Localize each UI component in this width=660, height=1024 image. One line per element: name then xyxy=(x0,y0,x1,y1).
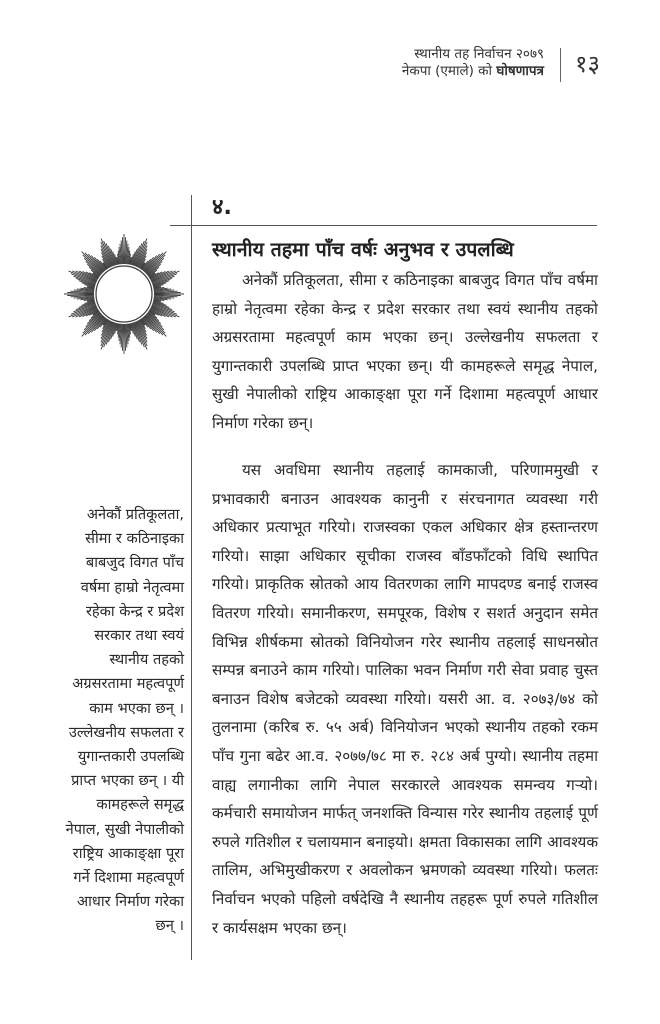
running-head-subtitle xyxy=(402,63,544,80)
chapter-title: स्थानीय तहमा पाँच वर्षः अनुभव र उपलब्धि xyxy=(212,238,514,261)
running-head-manifesto: घोषणापत्र xyxy=(496,63,544,79)
paragraph-text: यस अवधिमा स्थानीय तहलाई कामकाजी, परिणाममुखी र प्रभावकारी बनाउन आवश्यक कानुनी र संरचनागत व्यवस्था गरी अधिकार प्रत्याभूत गरियो। राजस्वका एकल अधिकार क्षेत्र हस्तान्तरण गरियो। साझा अधिकार सूचीका राजस्व बाँडफाँटको विधि स्थापित गरियो। प्राकृतिक स्रोतको आय वितरणका लागि मापदण्ड बनाई राजस्व वितरण गरियो। समानीकरण, समपूरक, विशेष र सशर्त अनुदान समेत विभिन्न शीर्षकमा स्रोतको विनियोजन गरेर स्थानीय तहलाई साधनस्रोत सम्पन्न बनाउने काम गरियो। पालिका भवन निर्माण गरी सेवा प्रवाह चुस्त बनाउन विशेष बजेटको व्यवस्था गरियो। यसरी आ. व. २०७३/७४ को तुलनामा (करिब रु. ५५ अर्ब) विनियोजन भएको स्थानीय तहको रकम पाँच गुना बढेर आ.व. २०७७/७८ मा रु. २८४ अर्ब पुग्यो। स्थानीय तहमा वाह्य लगानीका लागि नेपाल सरकारले आवश्यक समन्वय गर्‍यो। कर्मचारी समायोजन मार्फत् जनशक्ति विन्यास गरेर स्थानीय तहलाई पूर्ण रुपले गतिशील र चलायमान बनाइयो। क्षमता विकासका लागि आवश्यक तालिम, अभिमुखीकरण र अवलोकन भ्रमणको व्यवस्था गरियो। फलतः निर्वाचन भएको पहिलो वर्षदेखि नै स्थानीय तहहरू पूर्ण रुपले गतिशील र कार्यसक्षम भएका छन्। xyxy=(212,461,598,937)
body-paragraph-1 xyxy=(212,266,598,438)
paragraph-text: अनेकौं प्रतिकूलता, सीमा र कठिनाइका बाबजुद विगत पाँच वर्षमा हाम्रो नेतृत्वमा रहेका केन्द्र र प्रदेश सरकार तथा स्वयं स्थानीय तहको अग्रसरतामा महत्वपूर्ण काम भएका छन्। उल्लेखनीय सफलता र युगान्तकारी उपलब्धि प्राप्त भएका छन्। यी कामहरूले समृद्ध नेपाल, सुखी नेपालीको राष्ट्रिय आकाङ्क्षा पूरा गर्ने दिशामा महत्वपूर्ण आधार निर्माण गरेका छन्। xyxy=(212,271,598,432)
pull-quote: अनेकौं प्रतिकूलता, सीमा र कठिनाइका बाबजुद विगत पाँच वर्षमा हाम्रो नेतृत्वमा रहेका केन्द्र र प्रदेश सरकार तथा स्वयं स्थानीय तहको अग्रसरतामा महत्वपूर्ण काम भएका छन् । उल्लेखनीय सफलता र युगान्तकारी उपलब्धि प्राप्त भएका छन् । यी कामहरूले समृद्ध नेपाल, सुखी नेपालीको राष्ट्रिय आकाङ्क्षा पूरा गर्ने दिशामा महत्वपूर्ण आधार निर्माण गरेका छन् । xyxy=(65,506,184,935)
running-head-title: स्थानीय तह निर्वाचन २०७९ xyxy=(414,46,544,62)
sun-icon xyxy=(62,232,186,356)
margin-vertical-rule xyxy=(191,195,192,960)
running-head xyxy=(402,46,544,80)
page-number: १३ xyxy=(575,50,600,78)
chapter-horizontal-rule xyxy=(170,225,597,226)
chapter-number: ४. xyxy=(212,195,232,220)
header-divider xyxy=(560,48,561,82)
body-paragraph-2 xyxy=(212,456,598,942)
running-head-party: नेकपा (एमाले) को xyxy=(401,63,497,79)
